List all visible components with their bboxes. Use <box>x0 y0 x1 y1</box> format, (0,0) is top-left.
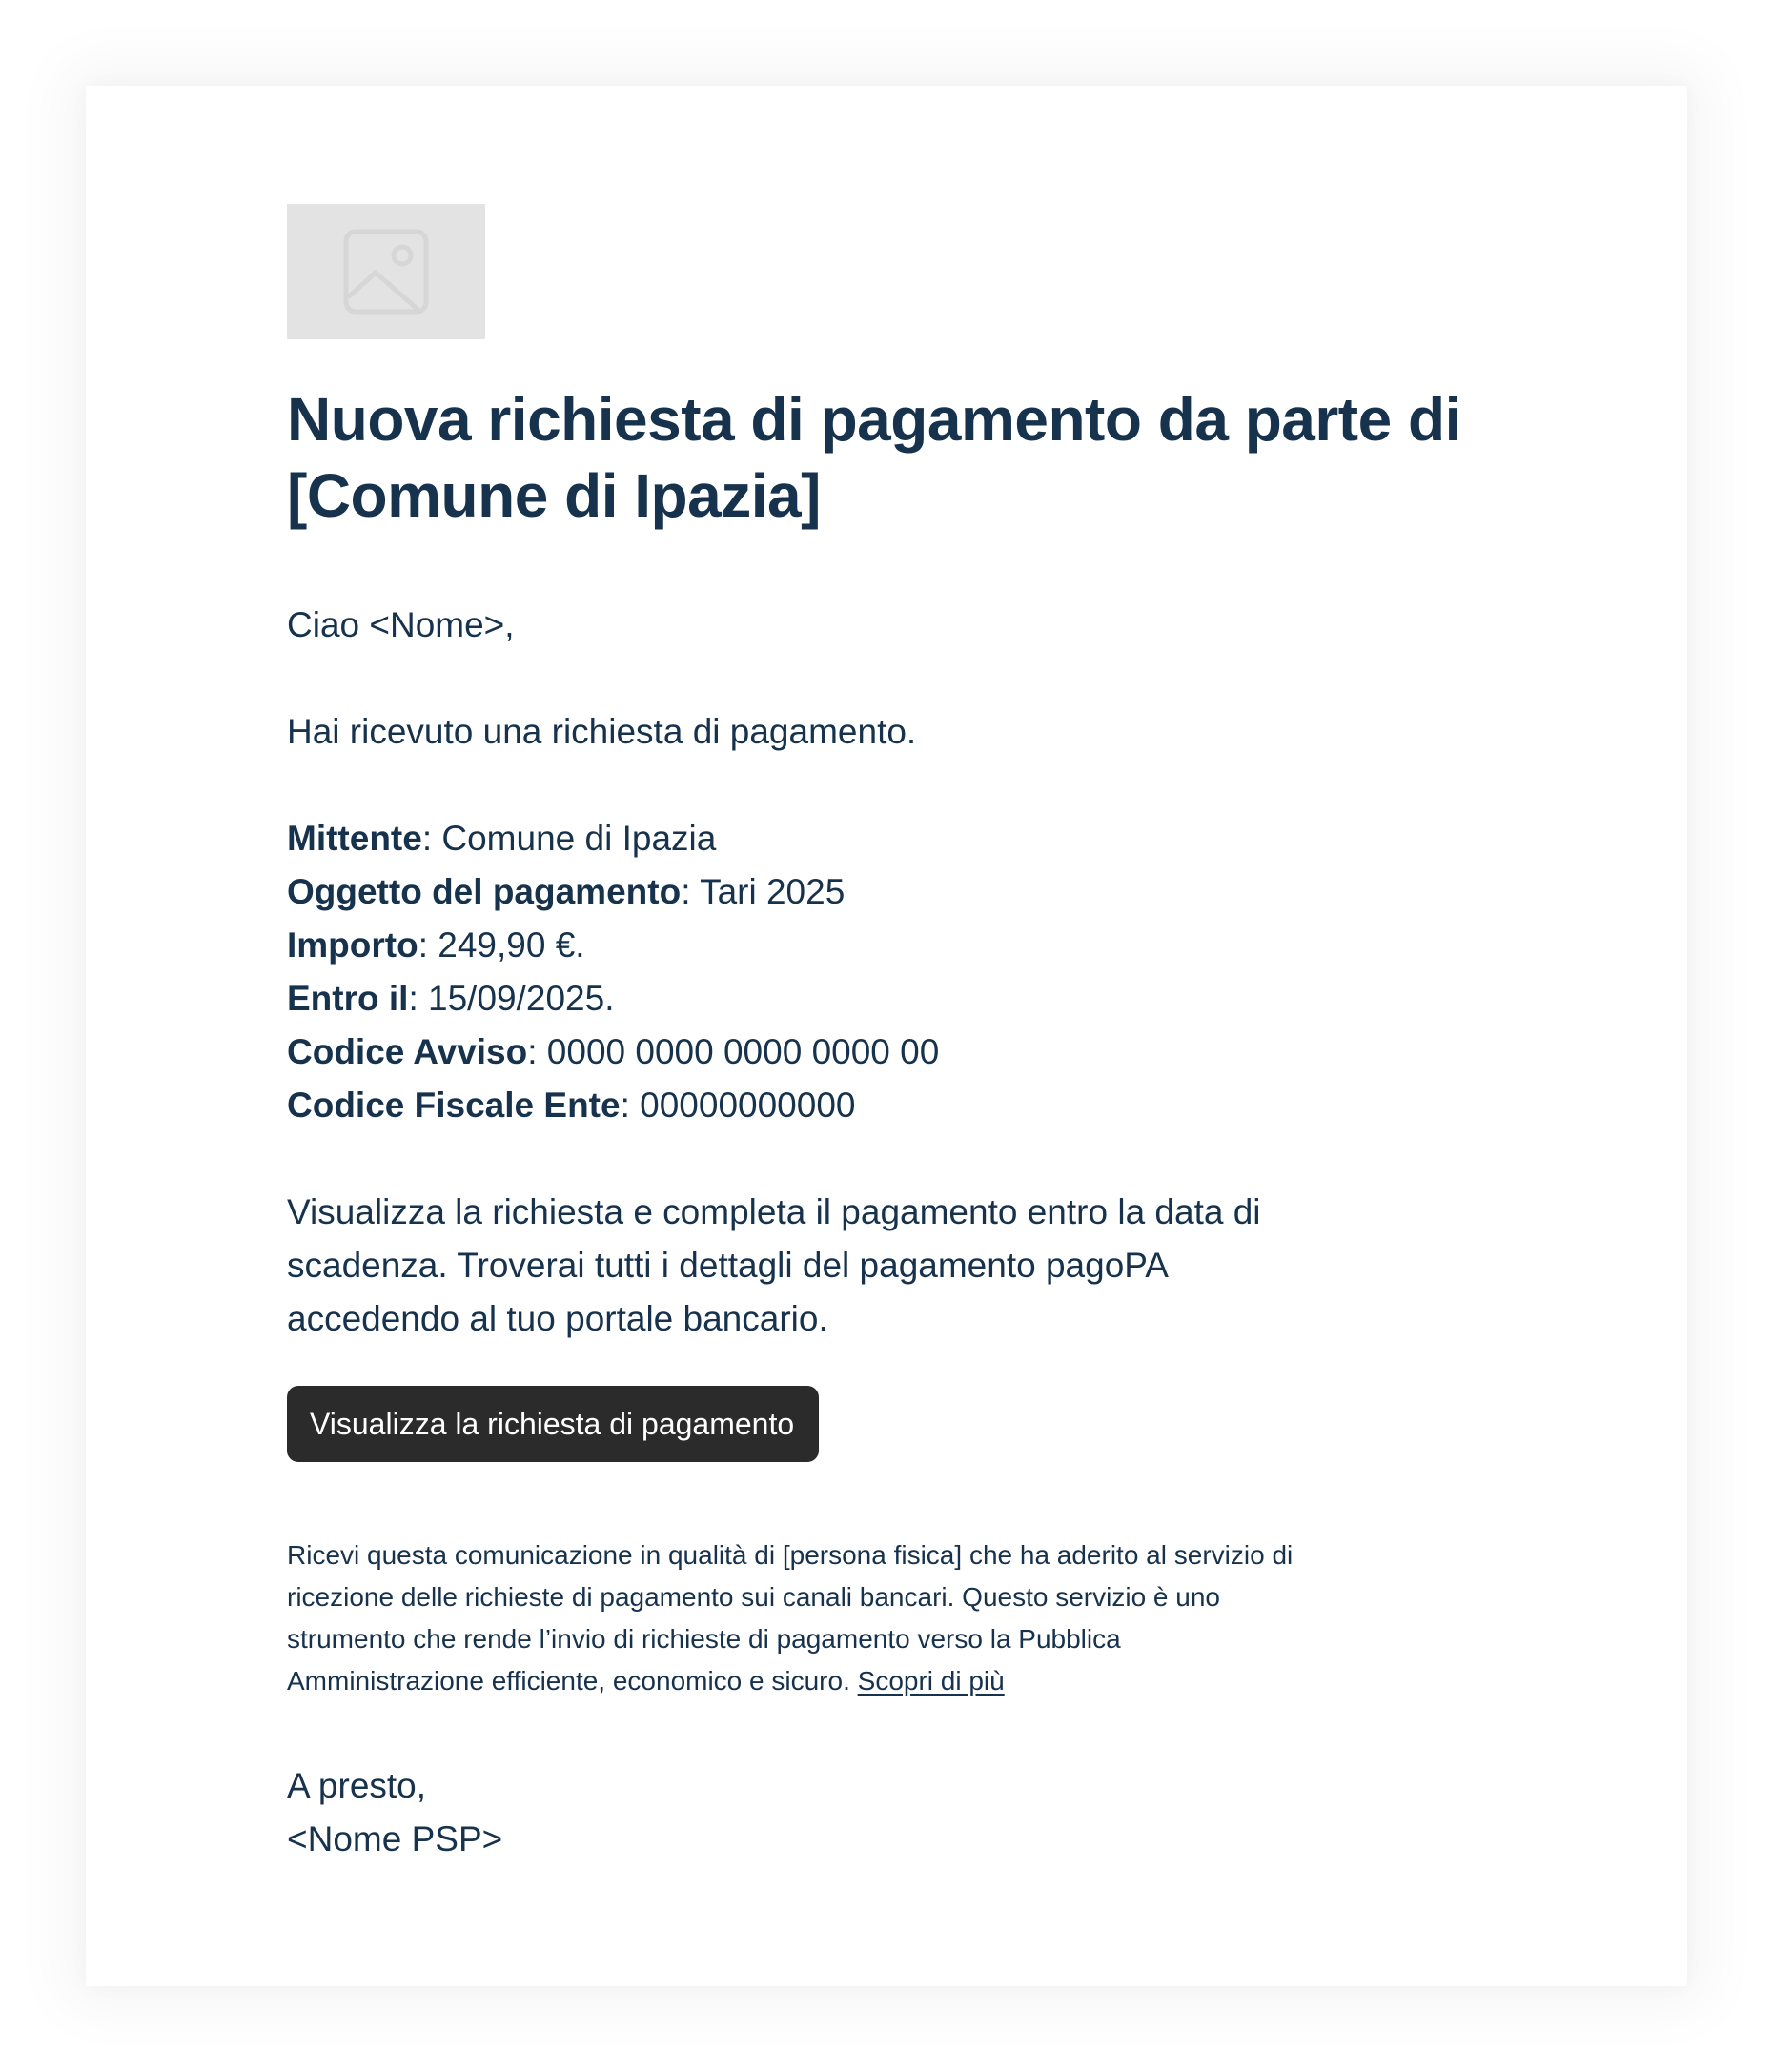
logo-placeholder <box>287 204 485 339</box>
email-content <box>287 204 1526 1866</box>
email-title: Nuova richiesta di pagamento da parte di [Comune di Ipazia] <box>287 385 1461 530</box>
email-card <box>86 86 1687 1986</box>
footnote <box>287 1534 1297 1702</box>
detail-row-notice-code <box>287 1026 1526 1079</box>
greeting: Ciao <Nome>, <box>287 605 515 644</box>
payment-details <box>287 812 1526 1132</box>
detail-row-due-date <box>287 972 1526 1026</box>
detail-value: : 249,90 €. <box>418 925 585 965</box>
detail-label: Codice Fiscale Ente <box>287 1086 621 1125</box>
detail-label: Codice Avviso <box>287 1032 528 1071</box>
view-payment-request-button[interactable]: Visualizza la richiesta di pagamento <box>287 1386 819 1462</box>
detail-value: : Comune di Ipazia <box>421 819 717 858</box>
intro-text: Hai ricevuto una richiesta di pagamento. <box>287 712 917 751</box>
detail-value: : Tari 2025 <box>681 872 846 911</box>
detail-row-subject <box>287 865 1526 919</box>
learn-more-link[interactable]: Scopri di più <box>857 1666 1005 1696</box>
image-placeholder-icon <box>343 229 429 315</box>
detail-value: : 0000 0000 0000 0000 00 <box>527 1032 940 1071</box>
detail-label: Oggetto del pagamento <box>287 872 682 911</box>
instructions-text: Visualizza la richiesta e completa il pagamento entro la data di scadenza. Troverai tutti i dettagli del pagamento pagoPA accedendo al tuo portale bancario. <box>287 1192 1261 1338</box>
detail-label: Mittente <box>287 819 422 858</box>
signoff-line: A presto, <box>287 1766 427 1805</box>
detail-row-fiscal-code <box>287 1079 1526 1132</box>
detail-value: : 15/09/2025. <box>408 979 615 1018</box>
signoff <box>287 1759 1526 1866</box>
detail-row-sender <box>287 812 1526 865</box>
detail-row-amount <box>287 919 1526 972</box>
footnote-text: Ricevi questa comunicazione in qualità di [persona fisica] che ha aderito al servizio di ricezione delle richieste di pagamento sui canali bancari. Questo servizio è uno strumento che rende l’invio di richieste di pagamento verso la Pubblica Amministrazione efficiente, economico e sicuro. <box>287 1540 1294 1696</box>
signoff-sender: <Nome PSP> <box>287 1819 503 1859</box>
detail-value: : 00000000000 <box>620 1086 856 1125</box>
detail-label: Importo <box>287 925 418 965</box>
detail-label: Entro il <box>287 979 409 1018</box>
